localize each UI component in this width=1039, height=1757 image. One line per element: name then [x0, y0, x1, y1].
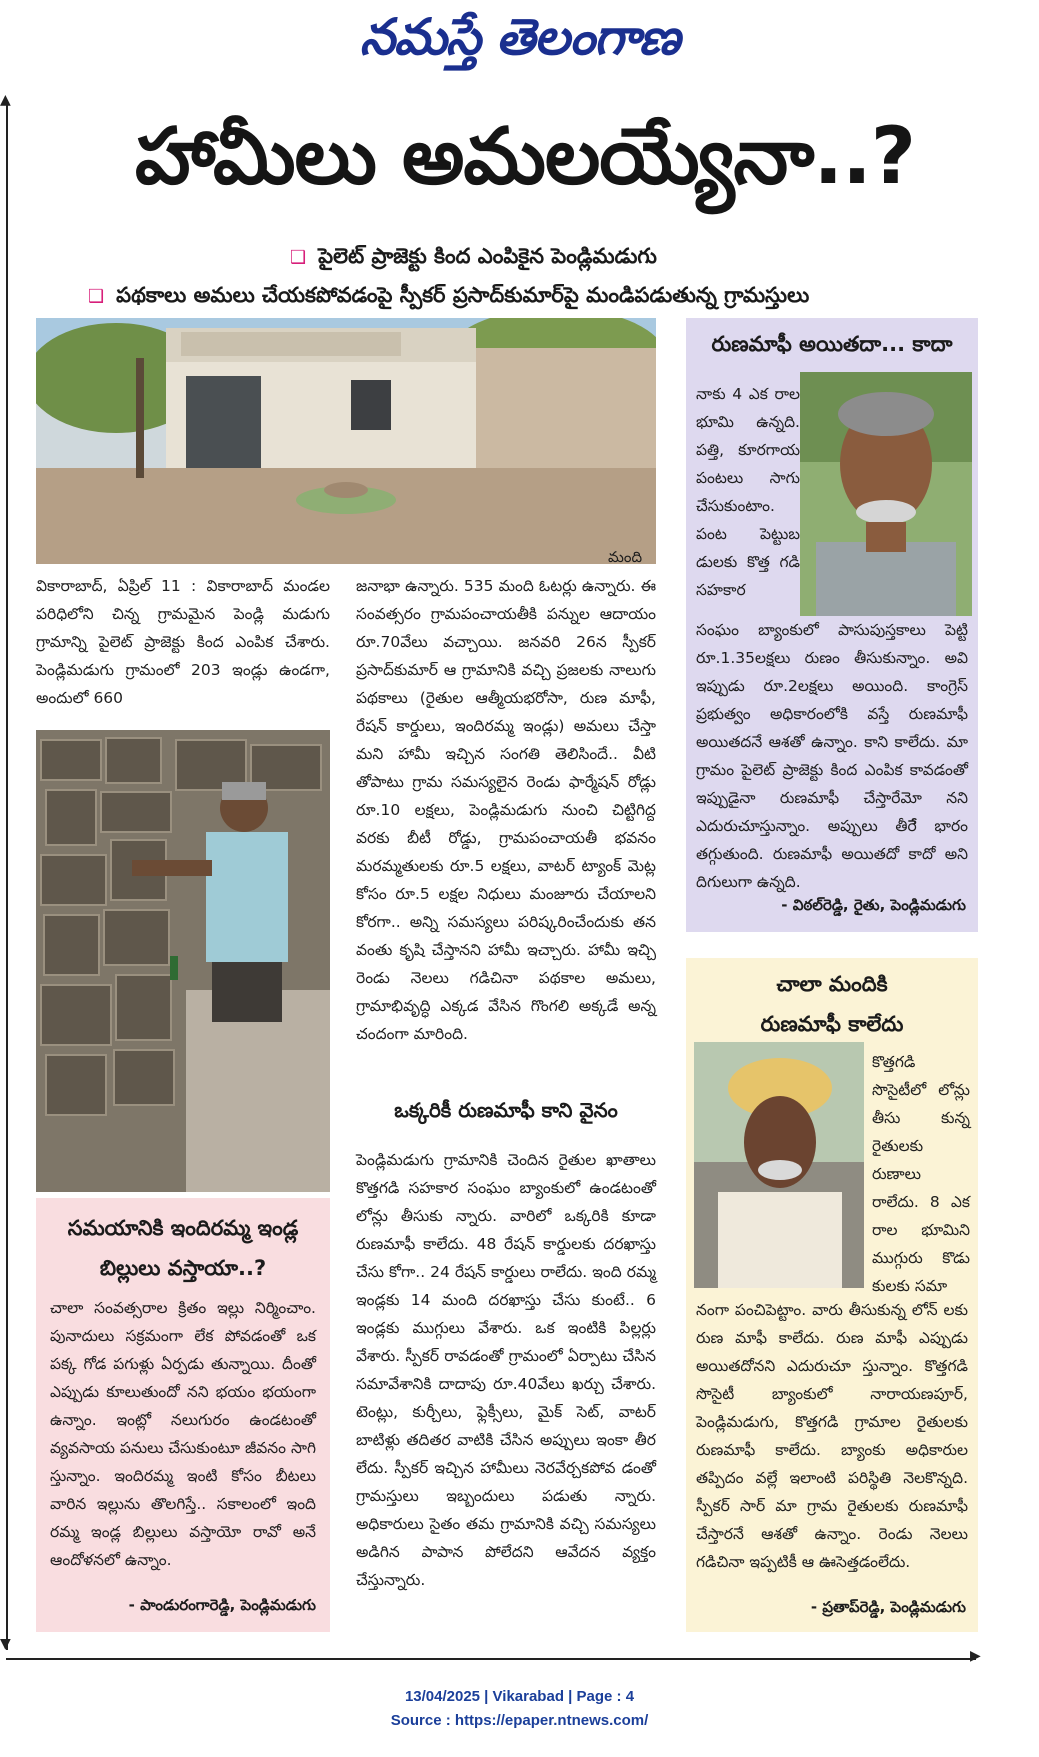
- bullet-icon: ❑: [88, 286, 105, 307]
- village-building-photo: [36, 318, 656, 564]
- headline: హామీలు అమలయ్యేనా..?: [135, 112, 915, 202]
- quote-box-title-1: సమయానికి ఇందిరమ్మ ఇండ్ల: [67, 1216, 299, 1240]
- quote-box-text: చాలా సంవత్సరాల క్రితం ఇల్లు నిర్మించాం. పునాదులు సక్రమంగా లేక పోవడంతో ఒక పక్క గోడ పగుళ్లు ఏర్పడు తున్నాయి. దీంతో ఎప్పుడు కూలుతుందో నని భయం భయంగా ఉన్నాం. ఇంట్లో నలుగురం ఉండటంతో వ్యవసాయ పనులు చేసుకుంటూ జీవనం సాగి స్తున్నాం. ఇందిరమ్మ ఇంటి కోసం బీటలు వారిన ఇల్లును తొలగిస్తే.. సకాలంలో ఇంది రమ్మ ఇండ్ల బిల్లులు వస్తాయో రావో అనే ఆందోళనలో ఉన్నాం.: [50, 1299, 316, 1569]
- section-heading: ఒక్కరికీ రుణమాఫీ కాని వైనం: [394, 1098, 618, 1122]
- footer-date-line: 13/04/2025 | Vikarabad | Page : 4: [404, 1688, 635, 1705]
- quote-box-credit: - పాండురంగారెడ్డి, పెండ్లిమడుగు: [128, 1596, 316, 1614]
- masthead-logo: నమస్తే తెలంగాణ: [359, 8, 680, 66]
- farmer-wall-photo: [36, 730, 330, 1192]
- subhead-1-text: పైలెట్ ప్రాజెక్టు కింద ఎంపికైన పెండ్లిమడుగు: [318, 244, 657, 268]
- subhead-2: [88, 283, 809, 313]
- vittalreddy-portrait-photo: [800, 372, 972, 616]
- quote-box-text-wide: నంగా పంచిపెట్టాం. వారు తీసుకున్న లోన్ లకు రుణ మాఫీ కాలేదు. రుణ మాఫీ ఎప్పుడు అయితదోనని ఎదురుచూ స్తున్నాం. కొత్తగడి సొసైటీ బ్యాంకులో నారాయణపూర్, పెండ్లిమడుగు, కొత్తగడి గ్రామాల రైతులకు రుణమాఫీ కాలేదు. బ్యాంకు అధికారుల తప్పిదం వల్లే ఇలాంటి పరిస్థితి నెలకొన్నది. స్పీకర్ సార్ మా గ్రామ రైతులకు రుణమాఫీ చేస్తారనే ఆశతో ఉన్నాం. రెండు నెలలు గడిచినా ఇప్పటికీ ఆ ఊసెత్తడంలేదు.: [696, 1301, 968, 1571]
- quote-box-text-narrow: నాకు 4 ఎక రాల భూమి ఉన్నది. పత్తి, కూరగాయ పంటలు సాగు చేసుకుంటాం. పంట పెట్టుబ డులకు కొత్త గడి సహకార: [696, 385, 800, 599]
- quote-box-credit: - విఠల్‌రెడ్డి, రైతు, పెండ్లిమడుగు: [781, 896, 966, 914]
- photo-overflow-text: మంది: [608, 548, 643, 566]
- subhead-1: [290, 244, 657, 274]
- quote-box-title-2: బిల్లులు వస్తాయా..?: [99, 1256, 267, 1280]
- page-margin-line: [6, 100, 8, 1650]
- quote-box-title: రుణమాఫీ అయితదా... కాదా: [711, 332, 953, 356]
- pratapreddy-portrait-photo: [694, 1042, 864, 1288]
- quote-box-text-wide: సంఘం బ్యాంకులో పాసుపుస్తకాలు పెట్టి రూ.1.35లక్షలు రుణం తీసుకున్నాం. అవి ఇప్పుడు రూ.2లక్షలు అయింది. కాంగ్రెస్ ప్రభుత్వం అధికారంలోకి వస్తే రుణమాఫీ అయితదనే ఆశతో ఉన్నాం. కాని కాలేదు. మా గ్రామం పైలెట్ ప్రాజెక్టు కింద ఎంపిక కావడంతో ఇప్పుడైనా రుణమాఫీ చేస్తారేమో నని ఎదురుచూస్తున్నాం. అప్పులు తీరేే భారం తగ్గుతుంది. రుణమాఫీ అయితదో కాదో అని దిగులుగా ఉన్నది.: [696, 621, 968, 891]
- article-col1: వికారాబాద్, ఏప్రిల్ 11 : వికారాబాద్ మండల పరిధిలోని చిన్న గ్రామమైన పెండ్లి మడుగు గ్రామాన్ని పైలెట్ ప్రాజెక్టు కింద ఎంపిక చేశారు. పెండ్లిమడుగు గ్రామంలో 203 ఇండ్లు ఉండగా, అందులో 660: [36, 577, 330, 707]
- quote-box-title-2: రుణమాఫీ కాలేదు: [760, 1012, 904, 1036]
- quote-box-pratapreddy: [686, 958, 978, 1632]
- arrow-down-icon: ▼: [0, 1636, 11, 1652]
- subhead-2-text: పథకాలు అమలు చేయకపోవడంపై స్పీకర్ ప్రసాద్‌కుమార్‌పై మండిపడుతున్న గ్రామస్తులు: [116, 283, 810, 307]
- footer-source-link[interactable]: Source : https://epaper.ntnews.com/: [390, 1712, 649, 1729]
- page-bottom-line: [6, 1658, 976, 1660]
- bullet-icon: ❑: [290, 247, 307, 268]
- article-col2-continued: పెండ్లిమడుగు గ్రామానికి చెందిన రైతుల ఖాతాలు కొత్తగడి సహకార సంఘం బ్యాంకులో ఉండటంతో లోన్లు తీసుకు న్నారు. వారిలో ఒక్కరికి కూడా రుణమాఫీ కాలేదు. 48 రేషన్ కార్డులకు దరఖాస్తు చేసు కోగా.. 24 రేషన్ కార్డులు రాలేదు. ఇంది రమ్మ ఇండ్లకు 14 మంది దరఖాస్తు చేసు కుంటే.. 6 ఇండ్లకు ముగ్గులు వేశారు. ఒక ఇంటికి పిల్లర్లు వేశారు. స్పీకర్ రావడంతో గ్రామంలో ఏర్పాటు చేసిన సమావేశానికి దాదాపు రూ.40వేలు ఖర్చు చేశారు. టెంట్లు, కుర్చీలు, ఫ్లెక్సీలు, మైక్ సెట్, వాటర్ బాటిళ్లు తదితర వాటికి చేసిన అప్పులు ఇంకా తీర లేదు. స్పీకర్ ఇచ్చిన హామీలు నెరవేర్చకపోవ డంతో గ్రామస్తులు ఇబ్బందులు పడుతు న్నారు. అధికారులు సైతం తమ గ్రామానికి వచ్చి సమస్యలు అడిగిన పాపాన పోలేదని ఆవేదన వ్యక్తం చేస్తున్నారు.: [356, 1151, 656, 1589]
- arrow-right-icon: ▶: [970, 1648, 981, 1664]
- quote-box-credit: - ప్రతాప్‌రెడ్డి, పెండ్లిమడుగు: [810, 1598, 966, 1616]
- quote-box-text-narrow: కొత్తగడి సొసైటీలో లోన్లు తీసు కున్న రైతులకు రుణాలు రాలేదు. 8 ఎక రాల భూమిని ముగ్గురు కొడు కులకు సమా: [872, 1053, 970, 1295]
- quote-box-title-1: చాలా మందికి: [776, 972, 888, 996]
- quote-box-pandurangareddy: [36, 1198, 330, 1632]
- quote-box-vittalreddy: [686, 318, 978, 932]
- arrow-up-icon: ▲: [0, 92, 11, 108]
- article-col2: జనాభా ఉన్నారు. 535 మంది ఓటర్లు ఉన్నారు. ఈ సంవత్సరం గ్రామపంచాయతీకి పన్నుల ఆదాయం రూ.70వేలు వచ్చాయి. జనవరి 26న స్పీకర్ ప్రసాద్‌కుమార్ ఆ గ్రామానికి వచ్చి ప్రజలకు నాలుగు పథకాలు (రైతుల ఆత్మీయభరోసా, రుణ మాఫీ, రేషన్ కార్డులు, ఇందిరమ్మ ఇండ్లు) అమలు చేస్తా మని హామీ ఇచ్చిన సంగతి తెలిసిందే.. వీటి తోపాటు గ్రామ సమస్యలైన రెండు ఫార్మేషన్ రోడ్లు రూ.10 లక్షలు, పెండ్లిమడుగు నుంచి చిట్టిగిద్ద వరకు బీటీ రోడ్డు, గ్రామపంచాయతీ భవనం మరమ్మతులకు రూ.5 లక్షలు, వాటర్ ట్యాంక్ మెట్ల కోసం రూ.5 లక్షల నిధులు మంజూరు చేయాలని కోరగా.. అన్ని సమస్యలు పరిష్కరించేందుకు తన వంతు కృషి చేస్తానని హామీ ఇచ్చారు. హామీ ఇచ్చి రెండు నెలలు గడిచినా పథకాల అమలు, గ్రామాభివృద్ధి ఎక్కడ వేసిన గొంగలి అక్కడే అన్న చందంగా మారింది.: [356, 577, 656, 1043]
